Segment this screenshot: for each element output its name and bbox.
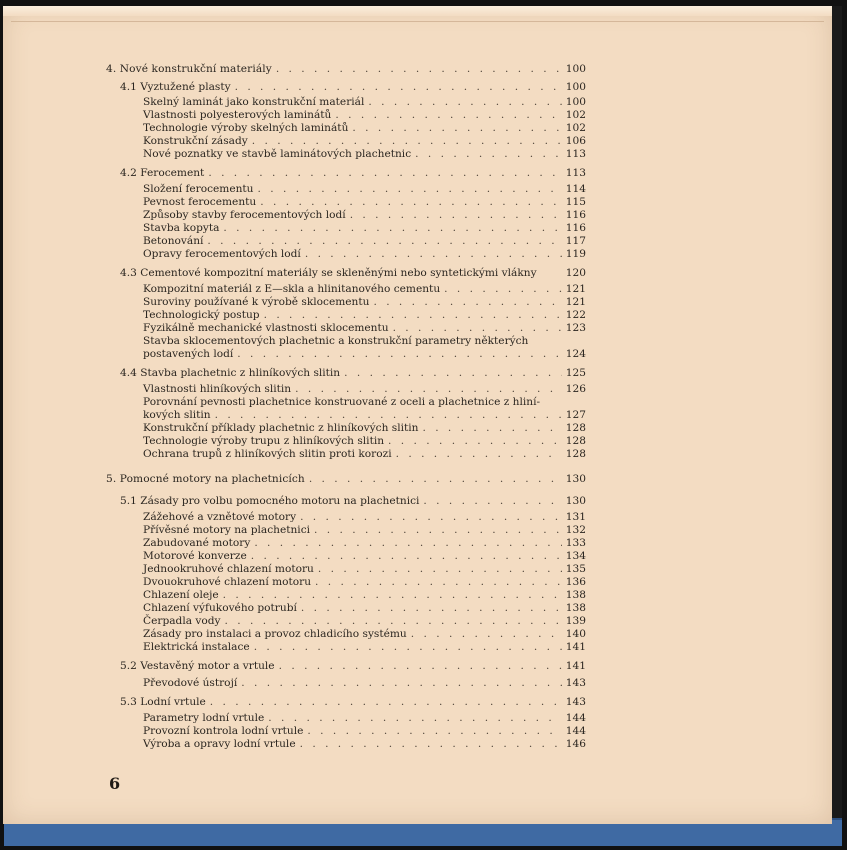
leader-dots (219, 588, 562, 602)
toc-section-5-3 (120, 695, 586, 709)
toc-item (143, 724, 586, 738)
toc-item (143, 575, 586, 589)
toc-item (143, 295, 586, 309)
toc-item-title: Technologie výroby trupu z hliníkových slitin (143, 435, 385, 447)
leader-dots (264, 711, 562, 725)
toc-page-number: 131 (565, 511, 586, 523)
toc-item-title: Suroviny používané k výrobě sklocementu (143, 296, 370, 308)
toc-page-number: 120 (565, 267, 586, 279)
toc-item (143, 282, 586, 296)
leader-dots (272, 62, 562, 76)
leader-dots (296, 737, 562, 751)
toc-page-number: 106 (565, 135, 586, 147)
leader-dots (407, 627, 562, 641)
toc-item-title: Stavba kopyta (143, 222, 220, 234)
leader-dots (346, 208, 562, 222)
toc-item-title: Jednookruhové chlazení motoru (143, 563, 314, 575)
toc-item (143, 108, 586, 122)
toc-item-title: Elektrická instalace (143, 641, 250, 653)
toc-page-number: 143 (565, 696, 586, 708)
toc-page-number: 117 (565, 235, 586, 247)
toc-item (143, 182, 586, 196)
toc-item-title: Konstrukční příklady plachetnic z hliníkových slitin (143, 422, 419, 434)
toc-item-title: Vlastnosti hliníkových slitin (143, 383, 292, 395)
toc-page-number: 138 (565, 589, 586, 601)
toc-item (143, 421, 586, 435)
toc-page-number: 115 (565, 196, 586, 208)
toc-item-title: Přívěsné motory na plachetnici (143, 524, 311, 536)
toc-item (143, 247, 586, 261)
toc-item (143, 536, 586, 550)
leader-dots (419, 494, 562, 508)
toc-page-number: 132 (565, 524, 586, 536)
toc-chapter-4 (106, 62, 586, 76)
leader-dots (296, 510, 562, 524)
toc-item-title: Technologie výroby skelných laminátů (143, 122, 349, 134)
toc-page-number: 113 (565, 148, 586, 160)
toc-page-number: 116 (565, 209, 586, 221)
toc-item-title: Opravy ferocementových lodí (143, 248, 301, 260)
toc-item-title: Zabudované motory (143, 537, 251, 549)
leader-dots (231, 80, 562, 94)
leader-dots (203, 234, 562, 248)
toc-item-title: Složení ferocementu (143, 183, 254, 195)
toc-section-4-2 (120, 166, 586, 180)
page-number: 6 (109, 774, 121, 793)
toc-item-title: Zásady pro instalaci a provoz chladicího systému (143, 628, 407, 640)
toc-page-number: 100 (565, 96, 586, 108)
toc-item-title: Chlazení výfukového potrubí (143, 602, 297, 614)
toc-page-number: 102 (565, 109, 586, 121)
toc-item (143, 523, 586, 537)
leader-dots (219, 221, 562, 235)
toc-item-title: Motorové konverze (143, 550, 247, 562)
toc-item (143, 434, 586, 448)
leader-dots (233, 347, 562, 361)
toc-page-number: 130 (565, 473, 586, 485)
toc-item (143, 676, 586, 690)
leader-dots (250, 536, 562, 550)
toc-item-title: postavených lodí (143, 348, 234, 360)
leader-dots (537, 266, 562, 280)
leader-dots (237, 676, 562, 690)
toc-page-number: 141 (565, 641, 586, 653)
toc-item (143, 308, 586, 322)
toc-item (143, 588, 586, 602)
toc-item-title: Skelný laminát jako konstrukční materiál (143, 96, 365, 108)
toc-item (143, 234, 586, 248)
toc-item-title: Betonování (143, 235, 204, 247)
leader-dots (331, 108, 562, 122)
toc-item-title: Vlastnosti polyesterových laminátů (143, 109, 332, 121)
toc-section-title: 4.1 Vyztužené plasty (120, 81, 231, 93)
leader-dots (384, 434, 562, 448)
toc-page-number: 124 (565, 348, 586, 360)
toc-item-title: Způsoby stavby ferocementových lodí (143, 209, 346, 221)
toc-section-title: 5.2 Vestavěný motor a vrtule (120, 660, 275, 672)
toc-section-title: 5.1 Zásady pro volbu pomocného motoru na plachetnici (120, 495, 420, 507)
leader-dots (303, 724, 562, 738)
toc-section-title: 4.3 Cementové kompozitní materiály se skleněnými nebo syntetickými vlákny (120, 267, 537, 279)
toc-item (143, 549, 586, 563)
toc-section-title: 4.2 Ferocement (120, 167, 205, 179)
toc-item (143, 737, 586, 751)
toc-page-number: 139 (565, 615, 586, 627)
leader-dots (260, 308, 562, 322)
toc-section-title: 4.4 Stavba plachetnic z hliníkových slitin (120, 367, 341, 379)
toc-page-number: 127 (565, 409, 586, 421)
toc-item-title: Dvouokruhové chlazení motoru (143, 576, 312, 588)
toc-section-5-2 (120, 659, 586, 673)
toc-chapter-5-title: 5. Pomocné motory na plachetnicích (106, 473, 305, 485)
toc-item (143, 510, 586, 524)
toc-section-title: 5.3 Lodní vrtule (120, 696, 206, 708)
toc-page-number: 130 (565, 495, 586, 507)
toc-item-title: Zážehové a vznětové motory (143, 511, 297, 523)
toc-item-title: Konstrukční zásady (143, 135, 248, 147)
toc-page-number: 128 (565, 422, 586, 434)
toc-item (143, 640, 586, 654)
toc-section-4-4 (120, 366, 586, 380)
leader-dots (291, 382, 562, 396)
leader-dots (248, 134, 562, 148)
toc-item (143, 221, 586, 235)
leader-dots (389, 321, 562, 335)
toc-item (143, 627, 586, 641)
toc-item (143, 195, 586, 209)
toc-item (143, 711, 586, 725)
toc-item-title: Fyzikálně mechanické vlastnosti sklocementu (143, 322, 389, 334)
toc-item-title: Převodové ústrojí (143, 677, 238, 689)
toc-page-number: 114 (565, 183, 586, 195)
toc-item-title: Výroba a opravy lodní vrtule (143, 738, 296, 750)
leader-dots (314, 562, 562, 576)
toc-page-number: 123 (565, 322, 586, 334)
leader-dots (211, 408, 562, 422)
toc-page-number: 116 (565, 222, 586, 234)
toc-item-title: Parametry lodní vrtule (143, 712, 265, 724)
toc-item-title: Nové poznatky ve stavbě laminátových plachetnic (143, 148, 412, 160)
toc-item (143, 408, 586, 422)
toc-item-title: Provozní kontrola lodní vrtule (143, 725, 304, 737)
leader-dots (418, 421, 562, 435)
toc-item (143, 321, 586, 335)
toc-item-title: Chlazení oleje (143, 589, 219, 601)
toc-item (143, 208, 586, 222)
toc-page-number: 126 (565, 383, 586, 395)
toc-page-number: 102 (565, 122, 586, 134)
toc-item (143, 614, 586, 628)
toc-page-number: 100 (565, 81, 586, 93)
leader-dots (310, 523, 562, 537)
toc-chapter-4-title: 4. Nové konstrukční materiály (106, 63, 272, 75)
right-book-edge (832, 6, 842, 818)
leader-dots (364, 95, 562, 109)
leader-dots (348, 121, 562, 135)
leader-dots (247, 549, 562, 563)
leader-dots (340, 366, 562, 380)
toc-page-number: 144 (565, 712, 586, 724)
toc-page-number: 138 (565, 602, 586, 614)
leader-dots (297, 601, 562, 615)
leader-dots (254, 182, 562, 196)
toc-item-title: Technologický postup (143, 309, 260, 321)
page-top-fold (3, 6, 832, 16)
toc-item-title: Čerpadla vody (143, 615, 221, 627)
toc-page-number: 141 (565, 660, 586, 672)
leader-dots (275, 659, 562, 673)
toc-page-number: 140 (565, 628, 586, 640)
toc-page-number: 122 (565, 309, 586, 321)
toc-page-number: 135 (565, 563, 586, 575)
toc-item (143, 134, 586, 148)
toc-item-title: Ochrana trupů z hliníkových slitin proti korozi (143, 448, 392, 460)
toc-item (143, 601, 586, 615)
toc-section-4-3 (120, 266, 586, 280)
leader-dots (311, 575, 562, 589)
toc-item-title: Kompozitní materiál z E—skla a hlinitanového cementu (143, 283, 441, 295)
toc-page-number: 121 (565, 296, 586, 308)
leader-dots (206, 695, 562, 709)
toc-page-number: 143 (565, 677, 586, 689)
toc-item (143, 147, 586, 161)
leader-dots (305, 472, 562, 486)
toc-page-number: 133 (565, 537, 586, 549)
toc-page-number: 128 (565, 448, 586, 460)
toc-item (143, 121, 586, 135)
toc-item-title: Pevnost ferocementu (143, 196, 257, 208)
toc-page-number: 125 (565, 367, 586, 379)
toc-page (3, 6, 832, 824)
toc-item-line1: Porovnání pevnosti plachetnice konstruované z oceli a plachetnice z hliní- (143, 396, 541, 408)
toc-page-number: 128 (565, 435, 586, 447)
toc-page-number: 121 (565, 283, 586, 295)
toc-item (143, 347, 586, 361)
leader-dots (392, 447, 562, 461)
leader-dots (369, 295, 562, 309)
toc-page-number: 113 (565, 167, 586, 179)
toc-page-number: 134 (565, 550, 586, 562)
leader-dots (301, 247, 562, 261)
toc-item (143, 95, 586, 109)
toc-page-number: 146 (565, 738, 586, 750)
leader-dots (440, 282, 562, 296)
toc-page-number: 136 (565, 576, 586, 588)
toc-item-line1: Stavba sklocementových plachetnic a konstrukční parametry některých (143, 335, 529, 347)
toc-item-title: kových slitin (143, 409, 211, 421)
leader-dots (256, 195, 562, 209)
leader-dots (204, 166, 562, 180)
toc-section-4-1 (120, 80, 586, 94)
leader-dots (221, 614, 562, 628)
toc-page-number: 119 (565, 248, 586, 260)
toc-page-number: 144 (565, 725, 586, 737)
leader-dots (411, 147, 562, 161)
toc-page-number: 100 (565, 63, 586, 75)
leader-dots (250, 640, 562, 654)
toc-item (143, 382, 586, 396)
toc-chapter-5 (106, 472, 586, 486)
toc-item (143, 447, 586, 461)
toc-section-5-1 (120, 494, 586, 508)
toc-item (143, 562, 586, 576)
page-top-rule (11, 21, 824, 22)
